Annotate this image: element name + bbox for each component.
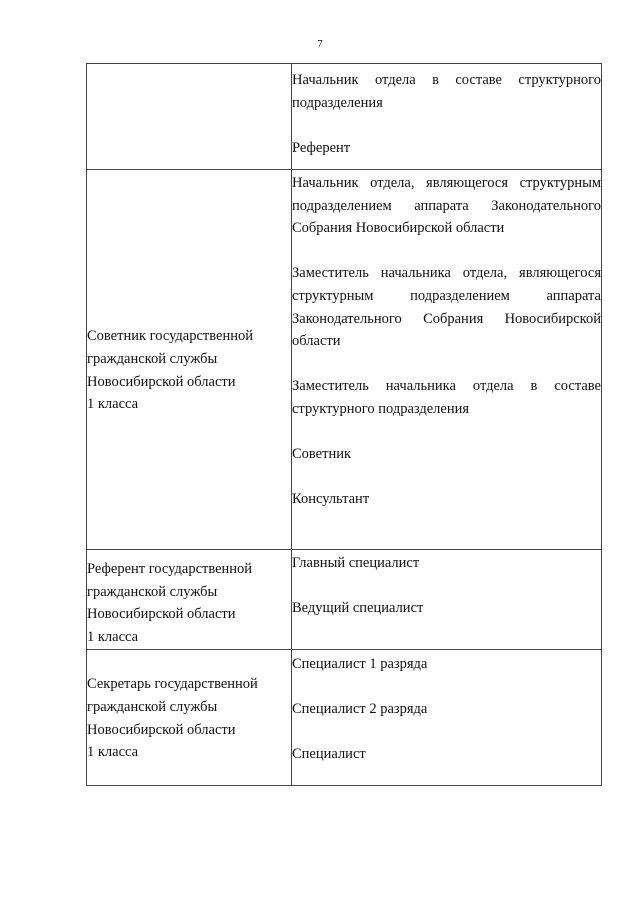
positions-cell — [292, 650, 602, 786]
grade-line: гражданской службы — [87, 350, 218, 367]
positions-cell — [292, 550, 602, 650]
grade-line: Новосибирской области — [87, 373, 236, 390]
position-entry: Консультант — [292, 491, 370, 508]
position-entry: Начальник отдела, являющегося структурным подразделением аппарата Законодательного Собрания Новосибирской области — [292, 175, 601, 237]
grade-line: Секретарь государственной — [87, 676, 258, 693]
grade-line: Новосибирской области — [87, 721, 236, 738]
table-row — [87, 170, 602, 550]
grade-cell — [87, 64, 292, 170]
grade-line: Советник государственной — [87, 328, 253, 345]
positions-cell — [292, 170, 602, 550]
position-entry: Референт — [292, 139, 351, 156]
positions-table — [86, 63, 602, 786]
position-entry: Специалист 1 разряда — [292, 656, 428, 672]
position-entry: Заместитель начальника отдела, являющегося структурным подразделением аппарата Законодательного Собрания Новосибирской области — [292, 265, 601, 350]
grade-cell — [87, 170, 292, 550]
grade-line: Референт государственной — [87, 561, 253, 577]
grade-line: 1 класса — [87, 744, 139, 761]
grade-line: 1 класса — [87, 396, 139, 413]
grade-cell — [87, 550, 292, 650]
position-entry: Главный специалист — [292, 555, 420, 571]
grade-line: гражданской службы — [87, 698, 218, 715]
grade-line: Новосибирской области — [87, 606, 236, 623]
grade-line: 1 класса — [87, 628, 139, 645]
page-number: 7 — [317, 38, 323, 50]
position-entry: Специалист 2 разряда — [292, 701, 428, 718]
position-entry: Специалист — [292, 746, 366, 763]
grade-cell — [87, 650, 292, 786]
position-entry: Начальник отдела в составе структурного подразделения — [292, 72, 601, 111]
table-row — [87, 64, 602, 170]
position-entry: Ведущий специалист — [292, 600, 424, 617]
position-entry: Советник — [292, 446, 352, 463]
table-row — [87, 650, 602, 786]
position-entry: Заместитель начальника отдела в составе структурного подразделения — [292, 378, 601, 417]
positions-cell — [292, 64, 602, 170]
grade-line: гражданской службы — [87, 583, 218, 600]
table-row — [87, 550, 602, 650]
